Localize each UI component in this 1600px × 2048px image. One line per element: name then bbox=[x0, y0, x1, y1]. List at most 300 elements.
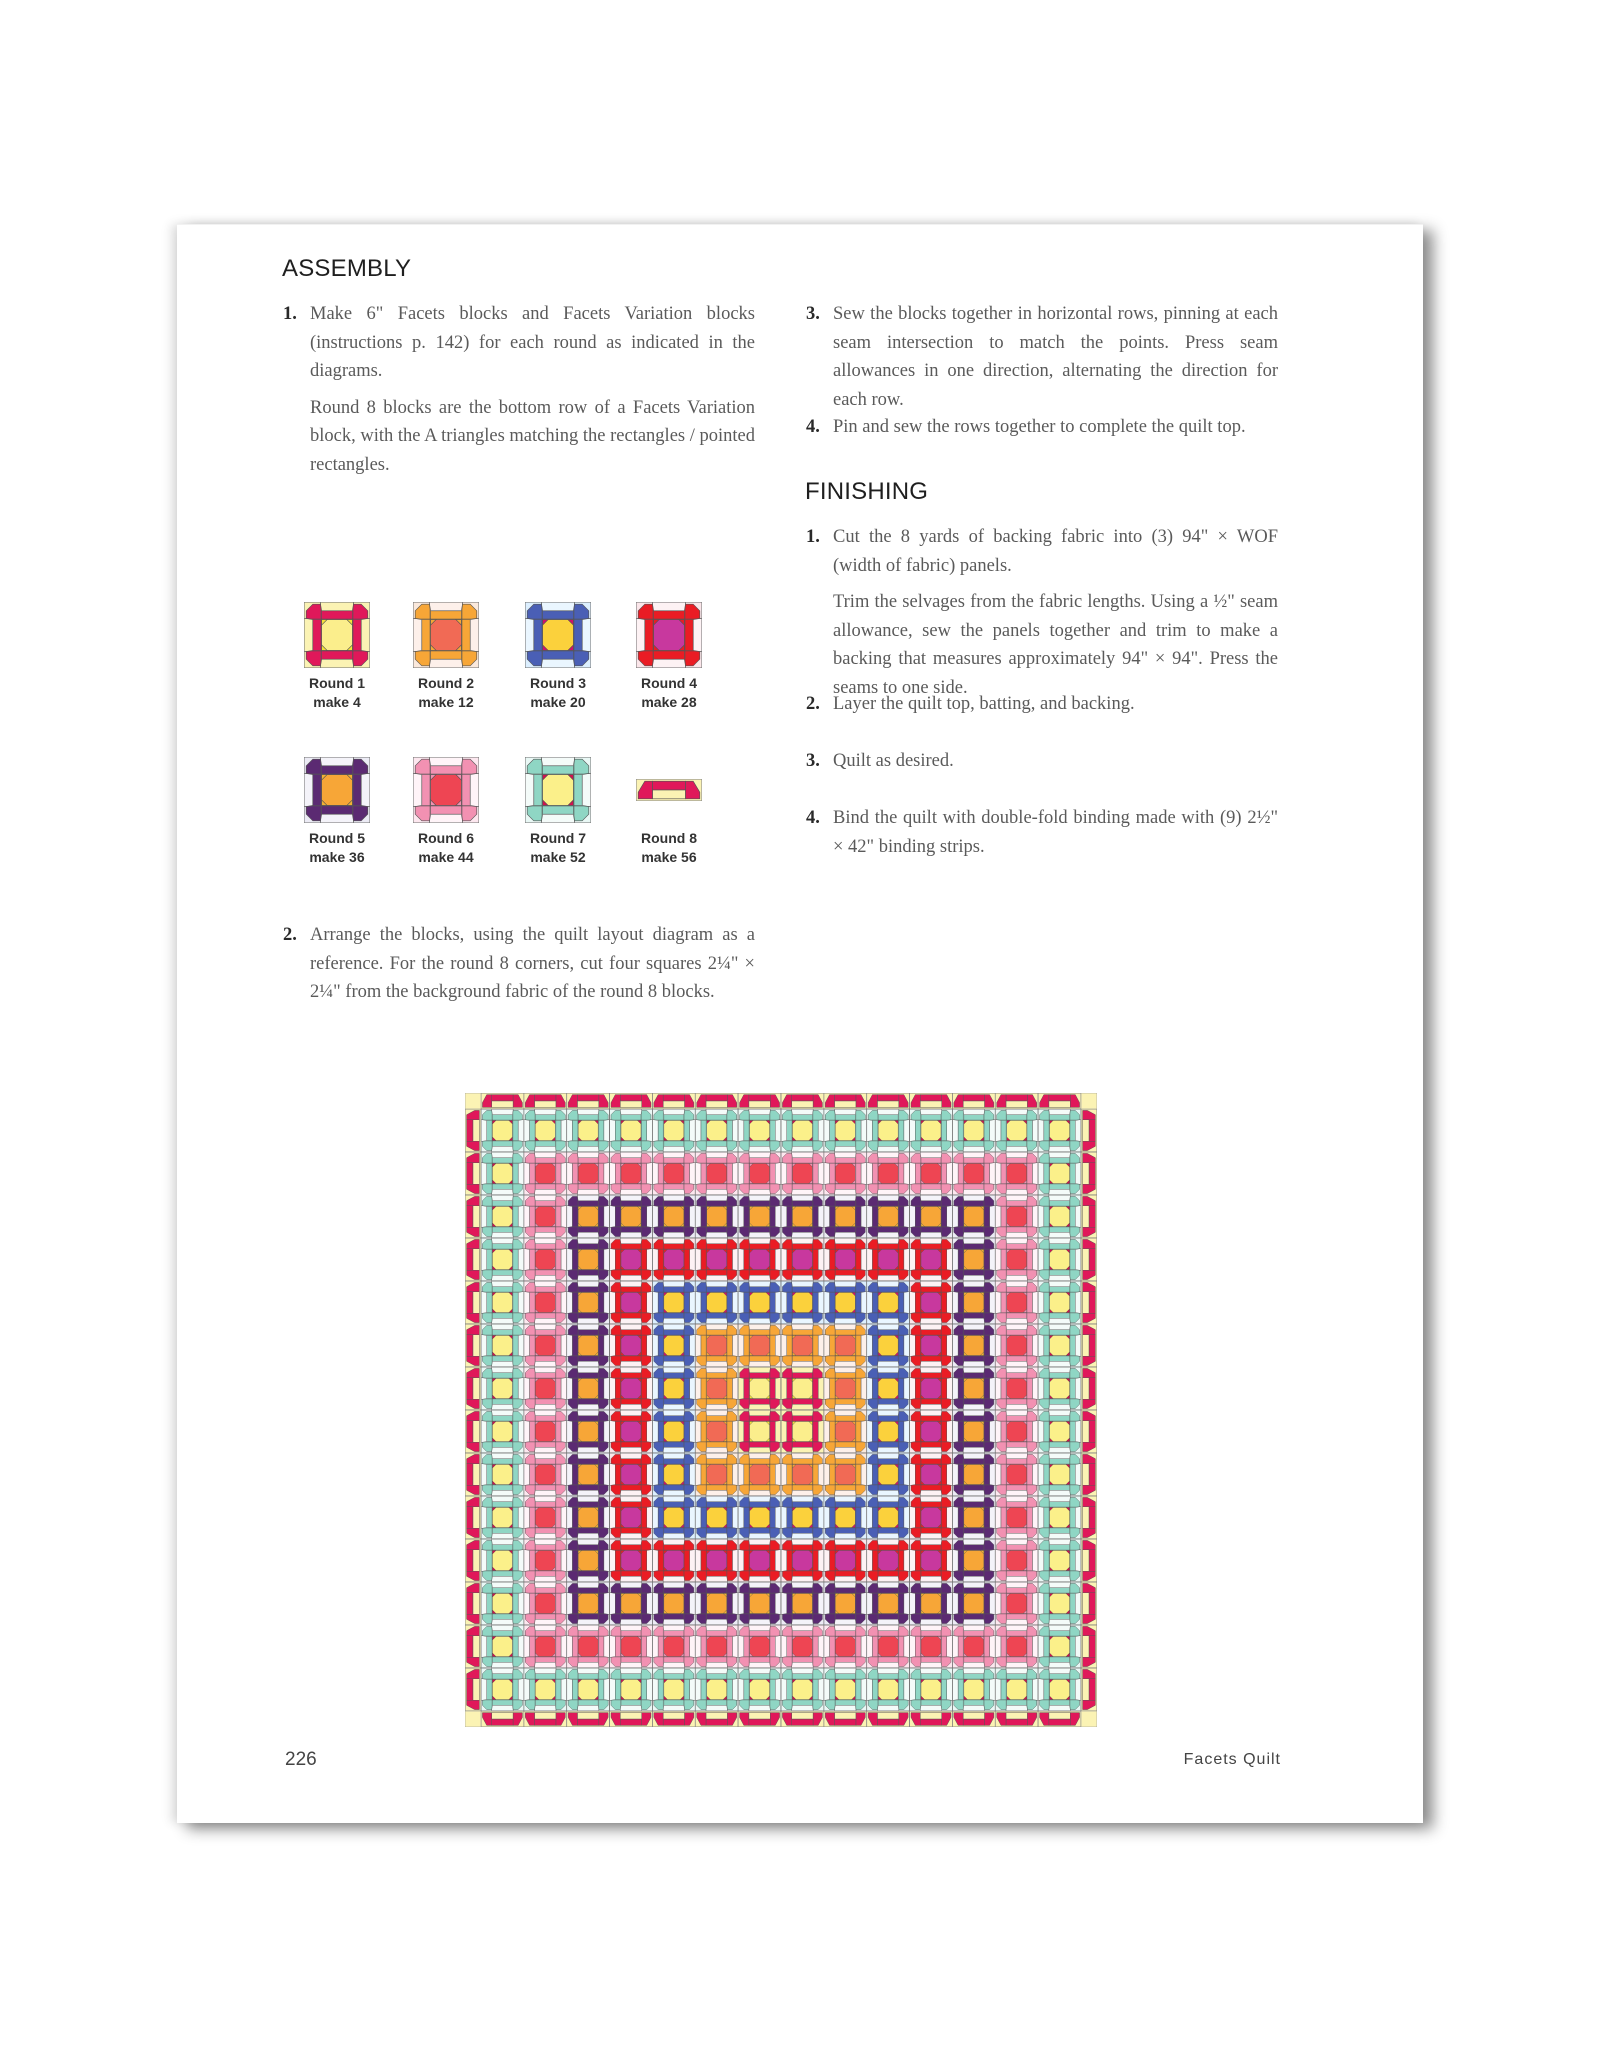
quilt-border-strip bbox=[1081, 1539, 1097, 1582]
quilt-border-strip bbox=[465, 1539, 481, 1582]
quilt-block bbox=[1038, 1195, 1081, 1238]
quilt-block bbox=[652, 1324, 695, 1367]
quilt-block bbox=[524, 1625, 567, 1668]
quilt-block bbox=[738, 1324, 781, 1367]
quilt-corner-square bbox=[1081, 1093, 1097, 1109]
quilt-block bbox=[995, 1281, 1038, 1324]
quilt-block bbox=[995, 1410, 1038, 1453]
quilt-block bbox=[610, 1410, 653, 1453]
quilt-block bbox=[824, 1152, 867, 1195]
quilt-block bbox=[610, 1109, 653, 1152]
quilt-border-strip bbox=[1081, 1281, 1097, 1324]
quilt-block bbox=[567, 1453, 610, 1496]
round-label: Round 6 make 44 bbox=[418, 830, 474, 865]
quilt-block bbox=[610, 1539, 653, 1582]
quilt-block bbox=[910, 1668, 953, 1711]
quilt-block bbox=[824, 1539, 867, 1582]
quilt-block bbox=[481, 1410, 524, 1453]
assembly-heading: ASSEMBLY bbox=[282, 255, 412, 282]
quilt-block bbox=[952, 1582, 995, 1625]
quilt-border-strip bbox=[1081, 1668, 1097, 1711]
quilt-block bbox=[781, 1668, 824, 1711]
round-block bbox=[624, 757, 714, 867]
quilt-border-strip bbox=[910, 1093, 953, 1109]
round-block bbox=[401, 602, 491, 712]
quilt-block bbox=[652, 1152, 695, 1195]
quilt-border-strip bbox=[781, 1093, 824, 1109]
quilt-border-strip bbox=[1081, 1582, 1097, 1625]
round-label: Round 5 make 36 bbox=[309, 830, 365, 865]
quilt-border-strip bbox=[465, 1625, 481, 1668]
quilt-block bbox=[695, 1195, 738, 1238]
facets-block-icon bbox=[413, 757, 479, 823]
quilt-block bbox=[867, 1582, 910, 1625]
quilt-block bbox=[910, 1625, 953, 1668]
quilt-block bbox=[995, 1668, 1038, 1711]
quilt-block bbox=[824, 1367, 867, 1410]
quilt-block bbox=[952, 1496, 995, 1539]
quilt-block bbox=[524, 1109, 567, 1152]
quilt-block bbox=[867, 1539, 910, 1582]
quilt-border-strip bbox=[910, 1711, 953, 1727]
round-label: Round 3 make 20 bbox=[530, 675, 586, 710]
quilt-border-strip bbox=[1081, 1496, 1097, 1539]
step-number: 3. bbox=[806, 751, 820, 771]
quilt-corner-square bbox=[465, 1093, 481, 1109]
quilt-border-strip bbox=[1038, 1711, 1081, 1727]
quilt-block bbox=[910, 1152, 953, 1195]
finishing-heading: FINISHING bbox=[805, 478, 929, 505]
quilt-block bbox=[910, 1238, 953, 1281]
quilt-block bbox=[610, 1281, 653, 1324]
quilt-block bbox=[481, 1109, 524, 1152]
quilt-corner-square bbox=[465, 1711, 481, 1727]
quilt-block bbox=[610, 1238, 653, 1281]
quilt-block bbox=[652, 1281, 695, 1324]
finishing-step-4 bbox=[806, 804, 1278, 861]
quilt-block bbox=[652, 1539, 695, 1582]
facets-block-icon bbox=[304, 757, 370, 823]
quilt-block bbox=[824, 1496, 867, 1539]
quilt-block bbox=[824, 1281, 867, 1324]
quilt-block bbox=[995, 1152, 1038, 1195]
step-number: 1. bbox=[283, 304, 297, 324]
quilt-block bbox=[824, 1453, 867, 1496]
quilt-block bbox=[524, 1539, 567, 1582]
quilt-block bbox=[781, 1539, 824, 1582]
quilt-border-strip bbox=[465, 1582, 481, 1625]
quilt-block bbox=[1038, 1109, 1081, 1152]
book-page bbox=[177, 224, 1423, 1823]
quilt-block bbox=[1038, 1625, 1081, 1668]
quilt-block bbox=[781, 1453, 824, 1496]
quilt-border-strip bbox=[695, 1093, 738, 1109]
quilt-block bbox=[995, 1496, 1038, 1539]
quilt-block bbox=[481, 1582, 524, 1625]
quilt-block bbox=[695, 1281, 738, 1324]
quilt-border-strip bbox=[1081, 1238, 1097, 1281]
quilt-border-strip bbox=[1081, 1367, 1097, 1410]
quilt-block bbox=[781, 1238, 824, 1281]
finishing-step-3 bbox=[806, 747, 1278, 776]
quilt-block bbox=[995, 1367, 1038, 1410]
quilt-block bbox=[995, 1582, 1038, 1625]
page-number: 226 bbox=[285, 1749, 317, 1770]
quilt-block bbox=[952, 1367, 995, 1410]
quilt-block bbox=[781, 1281, 824, 1324]
quilt-border-strip bbox=[610, 1711, 653, 1727]
quilt-block bbox=[738, 1453, 781, 1496]
quilt-block bbox=[481, 1152, 524, 1195]
quilt-block bbox=[824, 1410, 867, 1453]
step-text: Make 6" Facets blocks and Facets Variation blocks (instructions p. 142) for each round as indicated in the diagrams. bbox=[310, 304, 755, 381]
quilt-block bbox=[781, 1582, 824, 1625]
round-label: Round 2 make 12 bbox=[418, 675, 474, 710]
quilt-block bbox=[824, 1195, 867, 1238]
quilt-border-strip bbox=[610, 1093, 653, 1109]
quilt-block bbox=[610, 1625, 653, 1668]
quilt-block bbox=[867, 1625, 910, 1668]
quilt-border-strip bbox=[465, 1453, 481, 1496]
quilt-block bbox=[995, 1109, 1038, 1152]
quilt-block bbox=[481, 1281, 524, 1324]
quilt-block bbox=[738, 1496, 781, 1539]
quilt-block bbox=[695, 1324, 738, 1367]
quilt-border-strip bbox=[1081, 1453, 1097, 1496]
round-block bbox=[292, 602, 382, 712]
quilt-block bbox=[952, 1324, 995, 1367]
quilt-border-strip bbox=[1081, 1625, 1097, 1668]
quilt-border-strip bbox=[1081, 1109, 1097, 1152]
round-label: Round 4 make 28 bbox=[641, 675, 697, 710]
quilt-block bbox=[652, 1668, 695, 1711]
quilt-block bbox=[910, 1109, 953, 1152]
quilt-block bbox=[867, 1496, 910, 1539]
quilt-block bbox=[481, 1367, 524, 1410]
quilt-block bbox=[1038, 1324, 1081, 1367]
quilt-block bbox=[524, 1410, 567, 1453]
step-text: Pin and sew the rows together to complete the quilt top. bbox=[833, 417, 1246, 437]
quilt-border-strip bbox=[524, 1711, 567, 1727]
quilt-block bbox=[695, 1152, 738, 1195]
quilt-block bbox=[610, 1195, 653, 1238]
quilt-block bbox=[738, 1625, 781, 1668]
quilt-block bbox=[695, 1668, 738, 1711]
step-text: Arrange the blocks, using the quilt layout diagram as a reference. For the round 8 corners, cut four squares 2¼" × 2¼" from the background fabric of the round 8 blocks. bbox=[310, 925, 755, 1002]
quilt-border-strip bbox=[1081, 1152, 1097, 1195]
quilt-border-strip bbox=[738, 1093, 781, 1109]
quilt-border-strip bbox=[952, 1093, 995, 1109]
quilt-border-strip bbox=[824, 1711, 867, 1727]
quilt-block bbox=[952, 1668, 995, 1711]
quilt-block bbox=[652, 1410, 695, 1453]
quilt-border-strip bbox=[465, 1281, 481, 1324]
quilt-block bbox=[652, 1195, 695, 1238]
facets-block-icon bbox=[525, 602, 591, 668]
quilt-block bbox=[1038, 1582, 1081, 1625]
quilt-block bbox=[910, 1281, 953, 1324]
quilt-block bbox=[867, 1367, 910, 1410]
quilt-block bbox=[524, 1582, 567, 1625]
facets-block-icon bbox=[636, 602, 702, 668]
quilt-border-strip bbox=[465, 1410, 481, 1453]
quilt-border-strip bbox=[781, 1711, 824, 1727]
quilt-border-strip bbox=[567, 1711, 610, 1727]
quilt-block bbox=[867, 1152, 910, 1195]
quilt-block bbox=[610, 1152, 653, 1195]
quilt-block bbox=[824, 1668, 867, 1711]
quilt-block bbox=[952, 1281, 995, 1324]
quilt-block bbox=[652, 1367, 695, 1410]
quilt-block bbox=[695, 1109, 738, 1152]
step-number: 1. bbox=[806, 527, 820, 547]
quilt-block bbox=[481, 1668, 524, 1711]
quilt-block bbox=[781, 1625, 824, 1668]
round-label: Round 8 make 56 bbox=[641, 830, 697, 865]
quilt-border-strip bbox=[465, 1109, 481, 1152]
quilt-block bbox=[867, 1281, 910, 1324]
quilt-block bbox=[652, 1453, 695, 1496]
quilt-block bbox=[1038, 1367, 1081, 1410]
quilt-border-strip bbox=[1081, 1410, 1097, 1453]
quilt-block bbox=[781, 1109, 824, 1152]
step-number: 3. bbox=[806, 304, 820, 324]
quilt-block bbox=[524, 1367, 567, 1410]
facets-block-icon bbox=[413, 602, 479, 668]
quilt-block bbox=[738, 1367, 781, 1410]
quilt-block bbox=[524, 1496, 567, 1539]
quilt-border-strip bbox=[465, 1238, 481, 1281]
step-number: 4. bbox=[806, 808, 820, 828]
quilt-block bbox=[567, 1281, 610, 1324]
quilt-block bbox=[910, 1496, 953, 1539]
quilt-block bbox=[781, 1496, 824, 1539]
quilt-block bbox=[1038, 1238, 1081, 1281]
quilt-block bbox=[910, 1539, 953, 1582]
quilt-block bbox=[610, 1582, 653, 1625]
quilt-block bbox=[867, 1109, 910, 1152]
quilt-block bbox=[910, 1367, 953, 1410]
quilt-block bbox=[995, 1625, 1038, 1668]
quilt-block bbox=[910, 1324, 953, 1367]
quilt-block bbox=[995, 1539, 1038, 1582]
quilt-block bbox=[567, 1152, 610, 1195]
step-number: 2. bbox=[283, 925, 297, 945]
quilt-block bbox=[781, 1410, 824, 1453]
quilt-block bbox=[738, 1582, 781, 1625]
round-block bbox=[513, 757, 603, 867]
quilt-block bbox=[567, 1410, 610, 1453]
quilt-block bbox=[695, 1496, 738, 1539]
quilt-block bbox=[567, 1539, 610, 1582]
quilt-border-strip bbox=[465, 1496, 481, 1539]
quilt-block bbox=[481, 1324, 524, 1367]
quilt-border-strip bbox=[1038, 1093, 1081, 1109]
quilt-block bbox=[524, 1324, 567, 1367]
quilt-block bbox=[1038, 1496, 1081, 1539]
finishing-step-2 bbox=[806, 690, 1278, 719]
step-text: Cut the 8 yards of backing fabric into (3) 94" × WOF (width of fabric) panels. bbox=[833, 527, 1278, 576]
quilt-block bbox=[481, 1496, 524, 1539]
quilt-corner-square bbox=[1081, 1711, 1097, 1727]
quilt-block bbox=[567, 1238, 610, 1281]
step-text: Round 8 blocks are the bottom row of a Facets Variation block, with the A triangles matching the rectangles / pointed rectangles. bbox=[310, 397, 755, 475]
round-block bbox=[292, 757, 382, 867]
quilt-border-strip bbox=[824, 1093, 867, 1109]
quilt-block bbox=[781, 1152, 824, 1195]
quilt-block bbox=[695, 1238, 738, 1281]
quilt-block bbox=[738, 1410, 781, 1453]
step-text: Layer the quilt top, batting, and backing. bbox=[833, 694, 1135, 714]
quilt-block bbox=[524, 1453, 567, 1496]
quilt-block bbox=[995, 1195, 1038, 1238]
round-block bbox=[624, 602, 714, 712]
quilt-border-strip bbox=[867, 1093, 910, 1109]
quilt-block bbox=[652, 1582, 695, 1625]
quilt-block bbox=[567, 1496, 610, 1539]
quilt-block bbox=[1038, 1668, 1081, 1711]
quilt-block bbox=[610, 1496, 653, 1539]
quilt-block bbox=[738, 1281, 781, 1324]
step-text: Bind the quilt with double-fold binding made with (9) 2½" × 42" binding strips. bbox=[833, 808, 1278, 857]
quilt-block bbox=[738, 1668, 781, 1711]
quilt-block bbox=[867, 1668, 910, 1711]
quilt-block bbox=[824, 1582, 867, 1625]
quilt-layout-diagram bbox=[465, 1093, 1097, 1727]
quilt-block bbox=[567, 1625, 610, 1668]
step-text: Sew the blocks together in horizontal rows, pinning at each seam intersection to match the points. Press seam allowances in one direction, alternating the direction for each row. bbox=[833, 304, 1278, 410]
quilt-border-strip bbox=[481, 1093, 524, 1109]
quilt-block bbox=[652, 1238, 695, 1281]
quilt-block bbox=[824, 1109, 867, 1152]
step-number: 2. bbox=[806, 694, 820, 714]
quilt-block bbox=[481, 1238, 524, 1281]
quilt-border-strip bbox=[567, 1093, 610, 1109]
quilt-block bbox=[910, 1195, 953, 1238]
assembly-step-1 bbox=[283, 300, 755, 479]
quilt-block bbox=[695, 1410, 738, 1453]
quilt-border-strip bbox=[995, 1093, 1038, 1109]
assembly-step-3 bbox=[806, 300, 1278, 414]
round-8-strip-icon bbox=[636, 779, 702, 801]
quilt-block bbox=[652, 1496, 695, 1539]
quilt-block bbox=[1038, 1410, 1081, 1453]
quilt-block bbox=[995, 1453, 1038, 1496]
quilt-border-strip bbox=[952, 1711, 995, 1727]
quilt-block bbox=[952, 1453, 995, 1496]
quilt-block bbox=[952, 1109, 995, 1152]
quilt-block bbox=[867, 1195, 910, 1238]
quilt-block bbox=[567, 1324, 610, 1367]
quilt-block bbox=[781, 1324, 824, 1367]
quilt-block bbox=[738, 1238, 781, 1281]
quilt-block bbox=[952, 1238, 995, 1281]
finishing-step-1 bbox=[806, 523, 1278, 702]
quilt-block bbox=[524, 1238, 567, 1281]
quilt-block bbox=[481, 1195, 524, 1238]
quilt-block bbox=[1038, 1281, 1081, 1324]
quilt-border-strip bbox=[738, 1711, 781, 1727]
quilt-block bbox=[867, 1238, 910, 1281]
quilt-block bbox=[567, 1582, 610, 1625]
quilt-border-strip bbox=[652, 1711, 695, 1727]
quilt-block bbox=[524, 1668, 567, 1711]
quilt-block bbox=[524, 1152, 567, 1195]
quilt-border-strip bbox=[465, 1152, 481, 1195]
quilt-border-strip bbox=[465, 1367, 481, 1410]
assembly-step-2 bbox=[283, 921, 755, 1007]
step-number: 4. bbox=[806, 417, 820, 437]
quilt-border-strip bbox=[1081, 1195, 1097, 1238]
quilt-block bbox=[995, 1238, 1038, 1281]
quilt-block bbox=[652, 1109, 695, 1152]
quilt-block bbox=[738, 1109, 781, 1152]
quilt-block bbox=[824, 1324, 867, 1367]
quilt-block bbox=[567, 1367, 610, 1410]
quilt-block bbox=[695, 1625, 738, 1668]
quilt-border-strip bbox=[465, 1324, 481, 1367]
step-text: Quilt as desired. bbox=[833, 751, 954, 771]
quilt-block bbox=[567, 1195, 610, 1238]
quilt-block bbox=[952, 1539, 995, 1582]
quilt-block bbox=[738, 1539, 781, 1582]
quilt-block bbox=[952, 1195, 995, 1238]
quilt-block bbox=[824, 1238, 867, 1281]
quilt-block bbox=[995, 1324, 1038, 1367]
quilt-block bbox=[1038, 1152, 1081, 1195]
quilt-block bbox=[610, 1668, 653, 1711]
quilt-block bbox=[910, 1582, 953, 1625]
quilt-block bbox=[867, 1453, 910, 1496]
quilt-block bbox=[610, 1367, 653, 1410]
quilt-block bbox=[738, 1195, 781, 1238]
quilt-border-strip bbox=[465, 1668, 481, 1711]
quilt-block bbox=[695, 1539, 738, 1582]
quilt-block bbox=[952, 1625, 995, 1668]
quilt-block bbox=[695, 1582, 738, 1625]
quilt-block bbox=[481, 1539, 524, 1582]
quilt-block bbox=[567, 1109, 610, 1152]
facets-block-icon bbox=[304, 602, 370, 668]
assembly-step-4 bbox=[806, 413, 1278, 442]
quilt-block bbox=[524, 1281, 567, 1324]
quilt-block bbox=[567, 1668, 610, 1711]
quilt-block bbox=[610, 1324, 653, 1367]
quilt-border-strip bbox=[867, 1711, 910, 1727]
quilt-border-strip bbox=[524, 1093, 567, 1109]
quilt-block bbox=[695, 1367, 738, 1410]
quilt-border-strip bbox=[995, 1711, 1038, 1727]
step-text: Trim the selvages from the fabric lengths. Using a ½" seam allowance, sew the panels together and trim to make a backing that measures approximately 94" × 94". Press the seams to one side. bbox=[833, 592, 1278, 698]
quilt-block bbox=[910, 1410, 953, 1453]
quilt-border-strip bbox=[1081, 1324, 1097, 1367]
quilt-block bbox=[952, 1410, 995, 1453]
quilt-block bbox=[910, 1453, 953, 1496]
round-block bbox=[513, 602, 603, 712]
round-label: Round 7 make 52 bbox=[530, 830, 586, 865]
facets-block-icon bbox=[525, 757, 591, 823]
quilt-block bbox=[952, 1152, 995, 1195]
quilt-block bbox=[610, 1453, 653, 1496]
quilt-border-strip bbox=[465, 1195, 481, 1238]
quilt-block bbox=[781, 1195, 824, 1238]
running-title: Facets Quilt bbox=[1183, 1751, 1281, 1768]
quilt-block bbox=[524, 1195, 567, 1238]
quilt-block bbox=[781, 1367, 824, 1410]
quilt-block bbox=[1038, 1453, 1081, 1496]
quilt-block bbox=[867, 1410, 910, 1453]
quilt-block bbox=[1038, 1539, 1081, 1582]
